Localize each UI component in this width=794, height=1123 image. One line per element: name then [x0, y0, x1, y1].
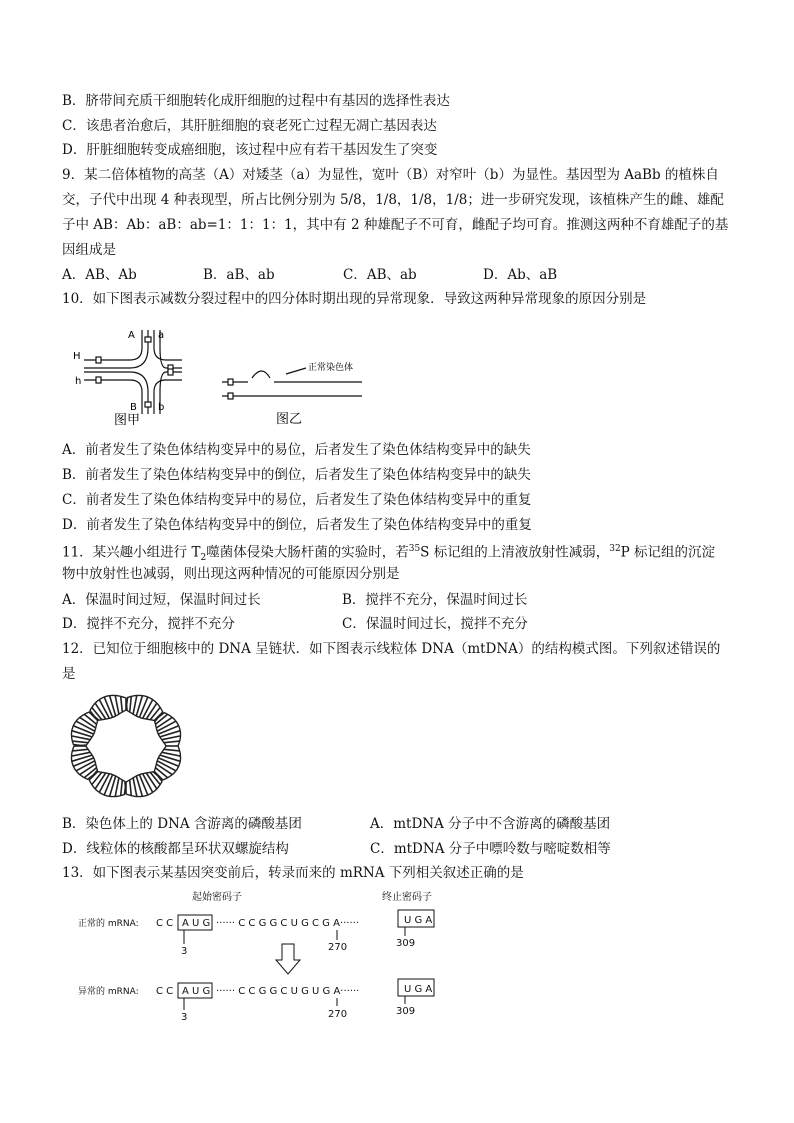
normal-stop-codon: U G A	[404, 915, 433, 926]
q11-stem-part: P 标记组的沉淀	[620, 544, 716, 561]
base-pair-rung	[95, 773, 106, 789]
base-pair-rung	[146, 703, 157, 719]
normal-chromosome-label: 正常染色体	[308, 363, 354, 373]
q11-stem-line1	[62, 540, 715, 567]
base-pair-rung	[121, 696, 123, 712]
normal-mrna-label: 正常的 mRNA:	[78, 919, 139, 929]
pos-309-normal: 309	[396, 938, 416, 949]
label-H: H	[73, 351, 81, 362]
q8-option-b: B．脐带间充质干细胞转化成肝细胞的过程中有基因的选择性表达	[62, 93, 450, 109]
q11-superscript: 32	[609, 544, 621, 554]
q12-option-c: C．mtDNA 分子中嘌呤数与嘧啶数相等	[370, 841, 611, 857]
base-pair-rung	[72, 741, 88, 743]
q9-option-b: B．aB、ab	[203, 267, 275, 283]
base-pair-rung	[133, 696, 137, 715]
q11-option-a: A．保温时间过短，保温时间过长	[62, 592, 261, 608]
q12-option-b: B．染色体上的 DNA 含游离的磷酸基团	[62, 816, 302, 832]
q10-option-c: C．前者发生了染色体结构变异中的易位，后者发生了染色体结构变异中的重复	[62, 492, 532, 508]
q11-option-b: B．搅拌不充分，保温时间过长	[342, 592, 528, 608]
pos-270-abnormal: 270	[328, 1009, 348, 1020]
helix-strand	[72, 695, 181, 796]
base-pair-rung	[162, 736, 181, 740]
mtdna-ring-diagram	[66, 690, 186, 802]
q9-stem-line4: 因组成是	[62, 242, 116, 258]
label-h: h	[75, 376, 82, 387]
base-pair-rung	[121, 780, 123, 796]
label-a: a	[158, 330, 165, 341]
q8-option-c: C．该患者治愈后，其肝脏细胞的衰老死亡过程无凋亡基因表达	[62, 118, 437, 134]
figure-jia-caption: 图甲	[114, 413, 141, 427]
q11-stem-part: S 标记组的上清液放射性减弱，	[420, 544, 610, 561]
q9-stem-line3: 子中 AB：Ab：aB：ab=1：1：1：1，其中有 2 种雄配子不可育，雌配子均可育。推测这两种不育雄配子的基	[62, 217, 729, 233]
q10-option-b: B．前者发生了染色体结构变异中的倒位，后者发生了染色体结构变异中的缺失	[62, 467, 531, 483]
down-arrow-icon	[276, 944, 300, 974]
q12-stem-line1: 12．已知位于细胞核中的 DNA 呈链状．如下图表示线粒体 DNA（mtDNA）的结构模式图。下列叙述错误的	[62, 641, 721, 657]
q12-option-d: D．线粒体的核酸都呈环状双螺旋结构	[62, 841, 289, 857]
base-pair-rung	[115, 696, 119, 715]
label-B: B	[130, 402, 137, 413]
base-pair-rung	[115, 778, 119, 797]
q8-option-d: D．肝脏细胞转变成癌细胞，该过程中应有若干基因发生了突变	[62, 142, 438, 158]
base-pair-rung	[72, 736, 91, 740]
q10-figure	[62, 322, 362, 427]
q10-stem: 10．如下图表示减数分裂过程中的四分体时期出现的异常现象．导致这两种异常现象的原因分别是	[62, 291, 647, 307]
label-A: A	[128, 330, 135, 341]
abnormal-start-codon: A U G	[182, 986, 211, 997]
abnormal-stop-codon: U G A	[404, 984, 433, 995]
q11-stem-line2: 物中放射性也减弱，则出现这两种情况的可能原因分别是	[62, 566, 400, 582]
abnormal-middle-seq: ······ C C G G C U G U G A······	[216, 986, 360, 997]
abnormal-cc: C C	[156, 986, 174, 997]
base-pair-rung	[133, 778, 137, 797]
normal-start-codon: A U G	[182, 918, 211, 929]
q10-option-a: A．前者发生了染色体结构变异中的易位，后者发生了染色体结构变异中的缺失	[62, 442, 531, 458]
mrna-figure	[64, 886, 464, 1026]
q9-option-d: D．Ab、aB	[483, 267, 558, 283]
figure-yi-caption: 图乙	[276, 412, 303, 427]
base-pair-rung	[162, 752, 181, 756]
base-pair-rung	[72, 752, 91, 756]
pos-270-normal: 270	[328, 942, 348, 953]
base-pair-rung	[72, 749, 88, 751]
q9-option-c: C．AB、ab	[343, 267, 417, 283]
q9-stem-line2: 交，子代中出现 4 种表现型，所占比例分别为 5/8，1/8，1/8，1/8；进一步研究发现，该植株产生的雌、雄配	[62, 192, 724, 208]
base-pair-rung	[146, 773, 157, 789]
q12-stem-line2: 是	[62, 666, 76, 682]
q11-stem-part: 11．某兴趣小组进行 T	[62, 544, 201, 561]
base-pair-rung	[164, 749, 180, 751]
q11-option-d: D．搅拌不充分，搅拌不充分	[62, 616, 235, 632]
abnormal-mrna-label: 异常的 mRNA:	[78, 987, 139, 997]
pos-3-abnormal: 3	[181, 1012, 188, 1023]
q13-stem: 13．如下图表示某基因突变前后，转录而来的 mRNA 下列相关叙述正确的是	[62, 865, 524, 881]
q11-option-c: C．保温时间过长，搅拌不充分	[342, 616, 528, 632]
pos-309-abnormal: 309	[396, 1006, 416, 1017]
q12-option-a: A．mtDNA 分子中不含游离的磷酸基团	[370, 816, 611, 832]
q11-stem-part: 噬菌体侵染大肠杆菌的实验时，若	[206, 544, 409, 561]
q9-stem-line1: 9．某二倍体植物的高茎（A）对矮茎（a）为显性，宽叶（B）对窄叶（b）为显性。基因型为 AaBb 的植株自	[62, 167, 719, 183]
base-pair-rung	[95, 703, 106, 719]
q11-superscript: 35	[408, 544, 421, 554]
pos-3-normal: 3	[181, 946, 188, 957]
normal-cc: C C	[156, 918, 174, 929]
base-pair-rung	[130, 780, 132, 796]
label-b: b	[158, 402, 165, 413]
base-pair-rung	[164, 741, 180, 743]
q11-subscript: 2	[200, 553, 207, 564]
start-codon-label: 起始密码子	[192, 892, 242, 903]
base-pair-rung	[130, 696, 132, 712]
q10-option-d: D．前者发生了染色体结构变异中的倒位，后者发生了染色体结构变异中的重复	[62, 517, 532, 533]
stop-codon-label: 终止密码子	[382, 892, 432, 903]
normal-middle-seq: ······ C C G G C U G C G A······	[216, 918, 360, 929]
q9-option-a: A．AB、Ab	[62, 267, 137, 283]
